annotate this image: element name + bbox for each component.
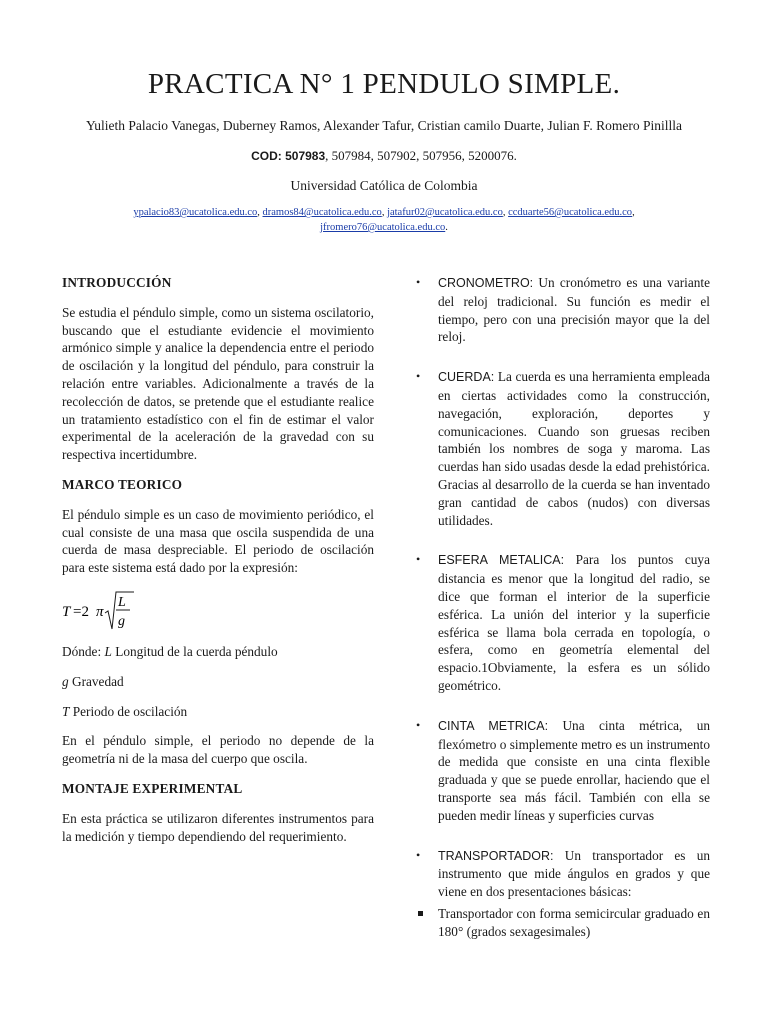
definition-length — [62, 643, 374, 661]
email-link[interactable]: ccduarte56@ucatolica.edu.co — [508, 207, 633, 218]
list-item-transportador — [414, 847, 710, 901]
formula-lhs: T — [62, 603, 71, 620]
sub-list-item — [414, 905, 710, 941]
email-separator: , — [632, 207, 635, 218]
university-name: Universidad Católica de Colombia — [290, 178, 478, 193]
author-list: Yulieth Palacio Vanegas, Duberney Ramos, Alexander Tafur, Cristian camilo Duarte, Julian F. Romero Pinillla — [85, 118, 683, 133]
email-link[interactable]: ypalacio83@ucatolica.edu.co — [133, 207, 258, 218]
item-text: Para los puntos cuya distancia es menor que la longitud del radio, se dice que forman el interior de la superficie esférica. La unión del interior y la superficie esférica se llama bola cerrada en topología, o esfera, como en geometría elemental del espacio.1Obviamente, la esfera es un sólido geométrico. — [438, 552, 710, 693]
cod-values: , 507984, 507902, 507956, 5200076. — [325, 148, 517, 163]
marco-paragraph: El péndulo simple es un caso de movimiento periódico, el cual consiste de una masa que oscila suspendida de una cuerda de masa despreciable. El periodo de oscilación para este sistema está dado por la expresión: — [62, 506, 374, 576]
bullet-icon: • — [416, 717, 421, 732]
definition-text: Gravedad — [68, 673, 124, 689]
bullet-icon: • — [416, 369, 421, 384]
definition-symbol: L — [104, 643, 112, 659]
note-paragraph: En el péndulo simple, el periodo no depende de la geometría ni de la masa del cuerpo que oscila. — [62, 733, 374, 767]
item-label: ESFERA METALICA: — [438, 553, 565, 568]
item-text: La cuerda es una herramienta empleada en ciertas actividades como la construcción, navegación, exploración, deportes y comunicaciones. Cuando son gruesas reciben también los nombres de soga y maroma. Las cuerdas han sido usadas desde la edad prehistórica. Gracias al desarrollo de la cuerda se han inventado gran cantidad de cabos (nudos) con diversas utilidades. — [438, 369, 710, 528]
email-separator: , — [502, 207, 509, 218]
montaje-paragraph: En esta práctica se utilizaron diferentes instrumentos para la medición y tiempo dependiendo del requerimiento. — [62, 810, 374, 844]
definition-gravity — [62, 673, 374, 691]
email-separator: , — [381, 207, 388, 218]
student-codes — [0, 147, 768, 165]
formula-denominator: g — [118, 613, 125, 629]
sub-item-text: Transportador con forma semicircular graduado en 180° (grados sexagesimales) — [438, 905, 710, 939]
email-link[interactable]: jatafur02@ucatolica.edu.co — [387, 207, 503, 218]
email-end: . — [445, 222, 448, 233]
item-text: Una cinta métrica, un flexómetro o simplemente metro es un instrumento de medida que consiste en una cinta flexible graduada y que se puede enrollar, haciendo que el transporte sea más fácil. También con ella se pueden medir líneas y superficies curvas — [438, 717, 710, 823]
section-heading-marco-teorico: MARCO TEORICO — [62, 476, 183, 492]
email-link[interactable]: dramos84@ucatolica.edu.co — [262, 207, 382, 218]
list-item-cinta — [414, 717, 710, 825]
list-item-cronometro — [414, 274, 710, 346]
item-label: CUERDA: — [438, 370, 495, 385]
bullet-icon: • — [416, 275, 421, 289]
period-formula — [62, 589, 374, 633]
item-label: CRONOMETRO: — [438, 276, 534, 290]
definition-text: Longitud de la cuerda péndulo — [111, 643, 278, 659]
formula-pi: π — [96, 603, 104, 620]
section-heading-introduccion: INTRODUCCIÓN — [62, 275, 172, 290]
item-label: TRANSPORTADOR: — [438, 848, 554, 863]
list-item-esfera — [414, 551, 710, 694]
formula-svg — [62, 589, 152, 633]
definition-period — [62, 703, 374, 721]
left-column — [62, 274, 374, 857]
item-text: Un cronómetro es una variante del reloj tradicional. Su función es medir el tiempo, pero con una precisión mayor que la del reloj. — [438, 275, 710, 345]
list-item-cuerda — [414, 368, 710, 529]
formula-eq: =2 — [73, 603, 89, 620]
definition-symbol: g — [62, 673, 69, 689]
email-list — [96, 205, 672, 235]
right-column — [414, 274, 710, 941]
bullet-icon: • — [416, 847, 421, 862]
section-heading-montaje: MONTAJE EXPERIMENTAL — [62, 780, 243, 796]
definition-symbol: T — [62, 703, 70, 719]
paper-title: PRACTICA N° 1 PENDULO SIMPLE. — [147, 68, 621, 100]
item-text: Un transportador es un instrumento que mide ángulos en grados y que viene en dos presentaciones básicas: — [438, 847, 710, 900]
email-link[interactable]: jfromero76@ucatolica.edu.co — [320, 222, 446, 233]
email-separator: , — [257, 207, 263, 218]
item-label: CINTA METRICA: — [438, 718, 549, 733]
square-bullet-icon — [418, 911, 423, 916]
formula-numerator: L — [118, 594, 126, 610]
intro-paragraph: Se estudia el péndulo simple, como un sistema oscilatorio, buscando que el estudiante evidencie el movimiento armónico simple y analice la dependencia entre el periodo de oscilación y la longitud del péndulo, para construir la relación entre variables. Adicionalmente a través de la recolección de datos, se pretende que el estudiante realice un tratamiento estadístico con el fin de estimar el valor experimental de la aceleración de la gravedad con su respectiva incertidumbre. — [62, 304, 374, 463]
bullet-icon: • — [416, 552, 421, 567]
definition-prefix: Dónde: — [62, 643, 105, 659]
definition-text: Periodo de oscilación — [69, 703, 188, 719]
cod-label: COD: 507983 — [251, 149, 326, 163]
